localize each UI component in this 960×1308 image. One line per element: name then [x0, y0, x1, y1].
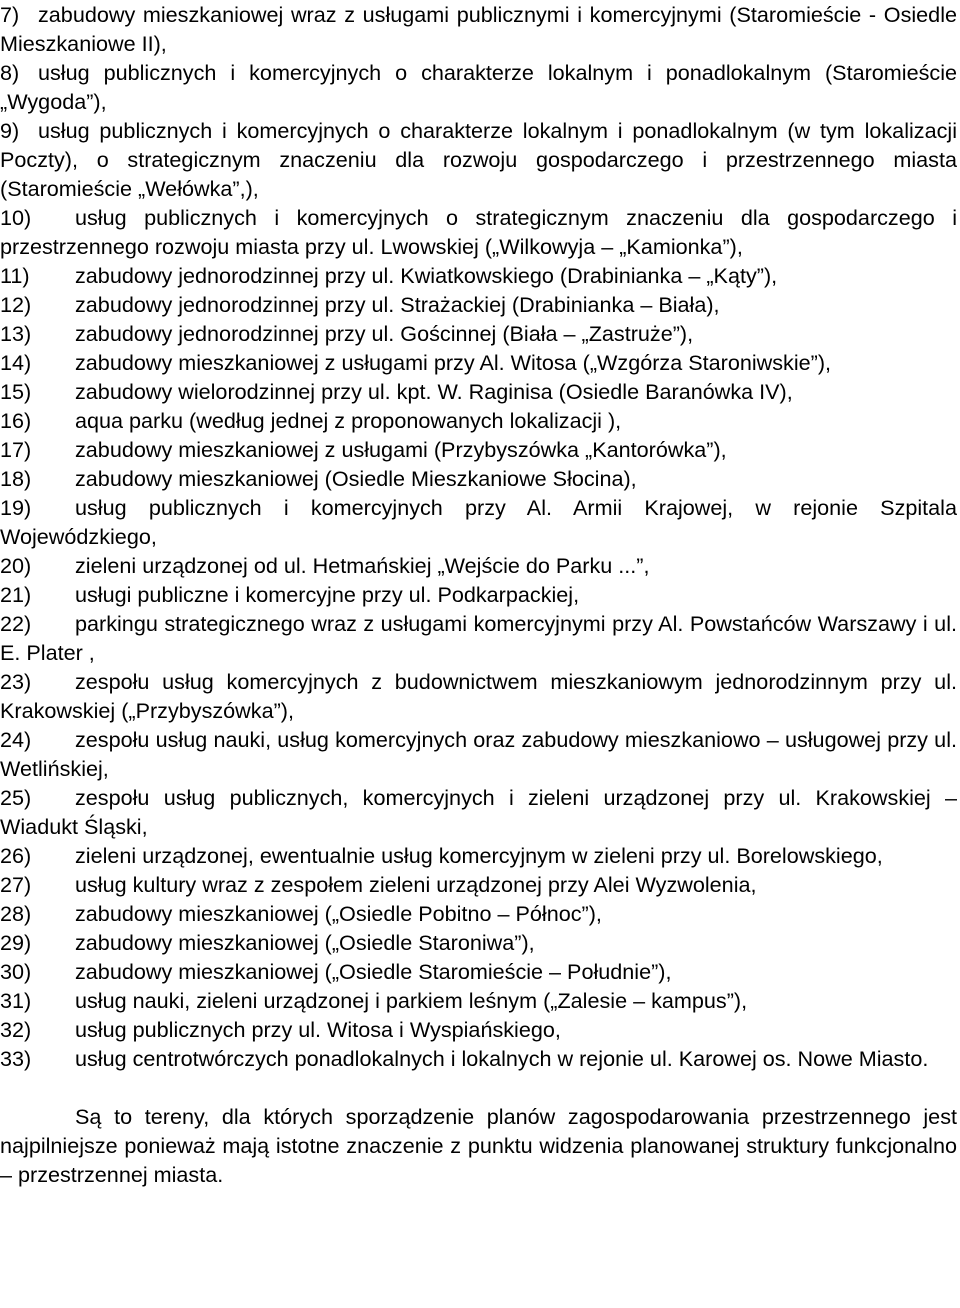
- list-item-number: 30): [0, 959, 32, 984]
- list-item-number: 16): [0, 408, 32, 433]
- list-item-number: 25): [0, 785, 32, 810]
- list-item-text: zabudowy mieszkaniowej („Osiedle Pobitno – Północ”),: [75, 901, 602, 926]
- list-item: [0, 899, 957, 928]
- list-item: [0, 841, 957, 870]
- list-item-number: 9): [0, 118, 20, 143]
- list-item: [0, 464, 957, 493]
- list-item-number: 20): [0, 553, 32, 578]
- list-item-number: 33): [0, 1046, 32, 1071]
- list-item-text: zabudowy wielorodzinnej przy ul. kpt. W. Raginisa (Osiedle Baranówka IV),: [75, 379, 793, 404]
- list-item: [0, 783, 957, 841]
- list-item: [0, 319, 957, 348]
- list-item-number: 26): [0, 843, 32, 868]
- list-item-number: 21): [0, 582, 32, 607]
- list-item-text: usług publicznych i komercyjnych przy Al. Armii Krajowej, w rejonie Szpitala Wojewódzkiego,: [0, 495, 957, 549]
- list-item-text: zieleni urządzonej od ul. Hetmańskiej „Wejście do Parku ...”,: [75, 553, 650, 578]
- list-item: [0, 580, 957, 609]
- list-item-number: 24): [0, 727, 32, 752]
- list-item-number: 14): [0, 350, 32, 375]
- list-item-text: zabudowy mieszkaniowej z usługami (Przybyszówka „Kantorówka”),: [75, 437, 727, 462]
- list-item: [0, 957, 957, 986]
- list-item: [0, 870, 957, 899]
- list-item-number: 13): [0, 321, 32, 346]
- list-item: [0, 348, 957, 377]
- list-item: [0, 406, 957, 435]
- list-item-text: zespołu usług nauki, usług komercyjnych oraz zabudowy mieszkaniowo – usługowej przy ul. Wetlińskiej,: [0, 727, 957, 781]
- list-item-text: usług publicznych i komercyjnych o strategicznym znaczeniu dla gospodarczego i przestrzennego rozwoju miasta przy ul. Lwowskiej („Wilkowyja – „Kamionka”),: [0, 205, 957, 259]
- list-item: [0, 493, 957, 551]
- list-item-number: 22): [0, 611, 32, 636]
- list-item-number: 10): [0, 205, 32, 230]
- list-item-number: 8): [0, 60, 20, 85]
- list-item-text: zabudowy mieszkaniowej („Osiedle Staromieście – Południe”),: [75, 959, 672, 984]
- list-item-number: 7): [0, 2, 20, 27]
- list-item-text: usług centrotwórczych ponadlokalnych i lokalnych w rejonie ul. Karowej os. Nowe Miasto.: [75, 1046, 929, 1071]
- list-item: [0, 58, 957, 116]
- list-item: [0, 986, 957, 1015]
- list-item-text: aqua parku (według jednej z proponowanych lokalizacji ),: [75, 408, 622, 433]
- list-item: [0, 609, 957, 667]
- list-item-text: zabudowy mieszkaniowej wraz z usługami publicznymi i komercyjnymi (Staromieście - Osiedle Mieszkaniowe II),: [0, 2, 957, 56]
- list-item-number: 19): [0, 495, 32, 520]
- list-item: [0, 725, 957, 783]
- list-item-number: 32): [0, 1017, 32, 1042]
- list-item-text: zabudowy mieszkaniowej z usługami przy Al. Witosa („Wzgórza Staroniwskie”),: [75, 350, 832, 375]
- list-item: [0, 667, 957, 725]
- list-item-number: 31): [0, 988, 32, 1013]
- list-item-number: 12): [0, 292, 32, 317]
- list-item-number: 23): [0, 669, 32, 694]
- list-item-number: 11): [0, 263, 30, 288]
- list-item: [0, 290, 957, 319]
- list-item-text: usług nauki, zieleni urządzonej i parkiem leśnym („Zalesie – kampus”),: [75, 988, 748, 1013]
- list-item: [0, 435, 957, 464]
- list-item-text: usług publicznych przy ul. Witosa i Wyspiańskiego,: [75, 1017, 561, 1042]
- list-item-text: zabudowy mieszkaniowej („Osiedle Staroniwa”),: [75, 930, 535, 955]
- list-item-text: zabudowy jednorodzinnej przy ul. Gościnnej (Biała – „Zastruże”),: [75, 321, 694, 346]
- list-item-number: 17): [0, 437, 32, 462]
- list-item-text: parkingu strategicznego wraz z usługami komercyjnymi przy Al. Powstańców Warszawy i ul. E. Plater ,: [0, 611, 957, 665]
- list-item-number: 29): [0, 930, 32, 955]
- list-item-text: zieleni urządzonej, ewentualnie usług komercyjnym w zieleni przy ul. Borelowskiego,: [75, 843, 883, 868]
- list-item: [0, 1015, 957, 1044]
- list-item-text: zabudowy jednorodzinnej przy ul. Strażackiej (Drabinianka – Biała),: [75, 292, 720, 317]
- list-item: [0, 377, 957, 406]
- list-item: [0, 551, 957, 580]
- list-item-number: 27): [0, 872, 32, 897]
- list-item-number: 18): [0, 466, 32, 491]
- list-item: [0, 203, 957, 261]
- list-item-text: usług publicznych i komercyjnych o charakterze lokalnym i ponadlokalnym (w tym lokalizacji Poczty), o strategicznym znaczeniu dla rozwoju gospodarczego i przestrzennego miasta (Staromieście „Wełówka”,),: [0, 118, 957, 201]
- list-item: [0, 116, 957, 203]
- list-item-text: zabudowy mieszkaniowej (Osiedle Mieszkaniowe Słocina),: [75, 466, 637, 491]
- list-item-text: usług kultury wraz z zespołem zieleni urządzonej przy Alei Wyzwolenia,: [75, 872, 757, 897]
- list-item: [0, 0, 957, 58]
- list-item-text: zespołu usług komercyjnych z budownictwem mieszkaniowym jednorodzinnym przy ul. Krakowskiej („Przybyszówka”),: [0, 669, 957, 723]
- list-item: [0, 261, 957, 290]
- list-item-number: 15): [0, 379, 32, 404]
- list-item: [0, 1044, 957, 1073]
- closing-paragraph: Są to tereny, dla których sporządzenie planów zagospodarowania przestrzennego jest najpilniejsze ponieważ mają istotne znaczenie z punktu widzenia planowanej struktury funkcjonalno – przestrzennej miasta.: [0, 1104, 957, 1187]
- list-item-text: zespołu usług publicznych, komercyjnych i zieleni urządzonej przy ul. Krakowskiej – Wiadukt Śląski,: [0, 785, 957, 839]
- list-item: [0, 928, 957, 957]
- list-item-text: zabudowy jednorodzinnej przy ul. Kwiatkowskiego (Drabinianka – „Kąty”),: [75, 263, 778, 288]
- list-item-text: usług publicznych i komercyjnych o charakterze lokalnym i ponadlokalnym (Staromieście „Wygoda”),: [0, 60, 957, 114]
- list-item-text: usługi publiczne i komercyjne przy ul. Podkarpackiej,: [75, 582, 580, 607]
- list-item-number: 28): [0, 901, 32, 926]
